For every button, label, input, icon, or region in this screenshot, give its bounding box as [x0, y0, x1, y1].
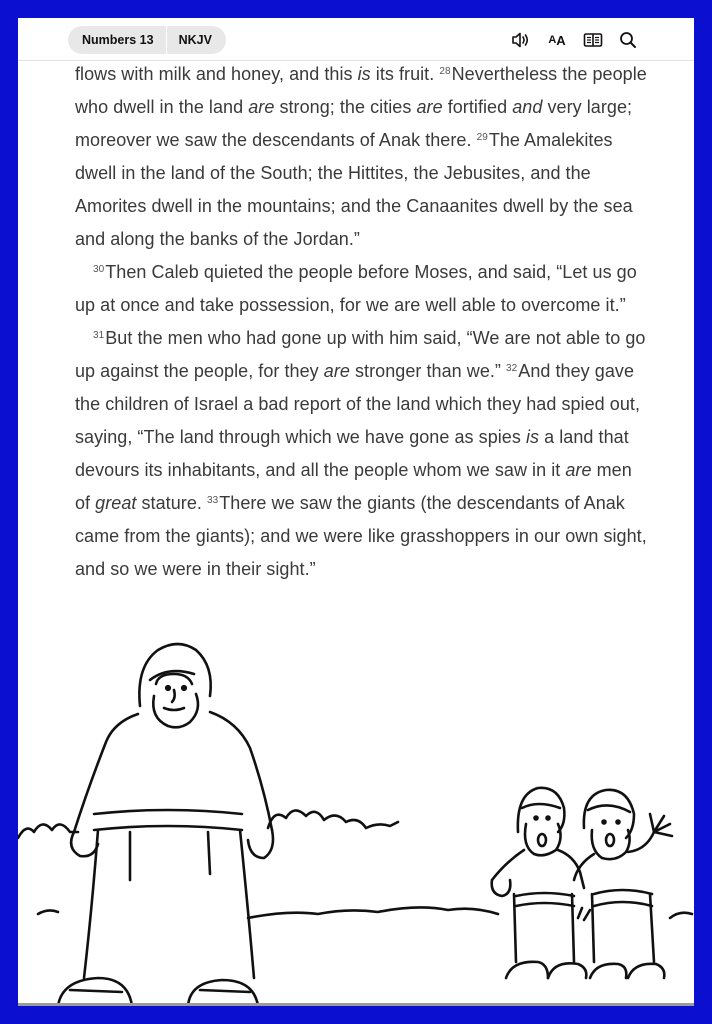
passage-selector — [68, 26, 226, 54]
text-size-button[interactable] — [546, 30, 568, 50]
paragraph — [75, 322, 649, 586]
verse-text: very large; moreover we saw the descendants of Anak there. — [75, 97, 633, 150]
verse-text: a land that devours its inhabitants, and all the people whom we saw in it — [75, 427, 629, 480]
spy-figure-right — [574, 790, 672, 978]
italic-word: are — [248, 97, 275, 117]
italic-word: is — [357, 64, 371, 84]
italic-word: and — [512, 97, 543, 117]
spy-figure-left — [492, 788, 587, 978]
verse-text: its fruit. — [370, 64, 440, 84]
verse-text: But the men who had gone up with him said, “We are not able to go up against the people, for they — [75, 328, 646, 381]
verse-text: strong; the cities — [274, 97, 417, 117]
italic-word: is — [525, 427, 540, 447]
verse-number[interactable]: 30 — [93, 264, 105, 275]
italic-word: are — [323, 361, 350, 381]
verse-text: men of — [75, 460, 632, 513]
version-button[interactable]: NKJV — [178, 33, 212, 47]
search-icon[interactable] — [618, 30, 638, 50]
paragraph — [75, 256, 649, 322]
scripture-text — [75, 58, 649, 586]
verse-text: Then Caleb quieted the people before Moses, and said, “Let us go up at once and take possession, for we are well able to overcome it.” — [75, 262, 637, 315]
verse-text: stronger than we.” — [349, 361, 507, 381]
grass-right — [670, 913, 692, 918]
verse-number[interactable]: 32 — [506, 363, 518, 374]
verse-number[interactable]: 31 — [93, 330, 105, 341]
italic-word: great — [95, 493, 137, 513]
grass-left — [38, 910, 58, 914]
text-size-small-label: A — [548, 34, 557, 46]
verse-text: Nevertheless the people who dwell in the land — [75, 64, 647, 117]
verse-text: And they gave the children of Israel a bad report of the land which they had spied out, saying, “The land through which we have gone as spies — [75, 361, 641, 447]
bush-middle — [268, 810, 398, 828]
verse-number[interactable]: 33 — [206, 495, 219, 506]
toolbar-actions — [511, 29, 638, 51]
speaker-icon[interactable] — [511, 30, 531, 50]
paragraph — [75, 58, 649, 256]
italic-word: are — [565, 460, 592, 480]
verse-text: flows with milk and honey, and this — [75, 64, 358, 84]
verse-number[interactable]: 29 — [476, 132, 488, 143]
verse-text: stature. — [136, 493, 207, 513]
caleb-figure — [58, 644, 273, 1006]
reader-page — [18, 18, 694, 1006]
tuft-1 — [578, 908, 590, 920]
book-icon[interactable] — [583, 30, 603, 50]
text-size-large-label: A — [556, 32, 566, 48]
page-bottom-edge — [18, 1003, 694, 1006]
italic-word: are — [416, 97, 443, 117]
story-illustration — [18, 618, 694, 1006]
ground-line — [248, 907, 498, 918]
book-chapter-button[interactable]: Numbers 13 — [68, 26, 167, 54]
verse-text: There we saw the giants (the descendants of Anak came from the giants); and we were like grasshoppers in our own sight, and so we were in their sight.” — [75, 493, 647, 579]
verse-text: fortified — [442, 97, 513, 117]
verse-text: The Amalekites dwell in the land of the South; the Hittites, the Jebusites, and the Amorites dwell in the mountains; and the Canaanites dwell by the sea and along the banks of the Jordan.” — [75, 130, 633, 249]
reader-toolbar — [18, 18, 694, 61]
verse-number[interactable]: 28 — [439, 66, 451, 77]
bush-left — [18, 824, 78, 838]
